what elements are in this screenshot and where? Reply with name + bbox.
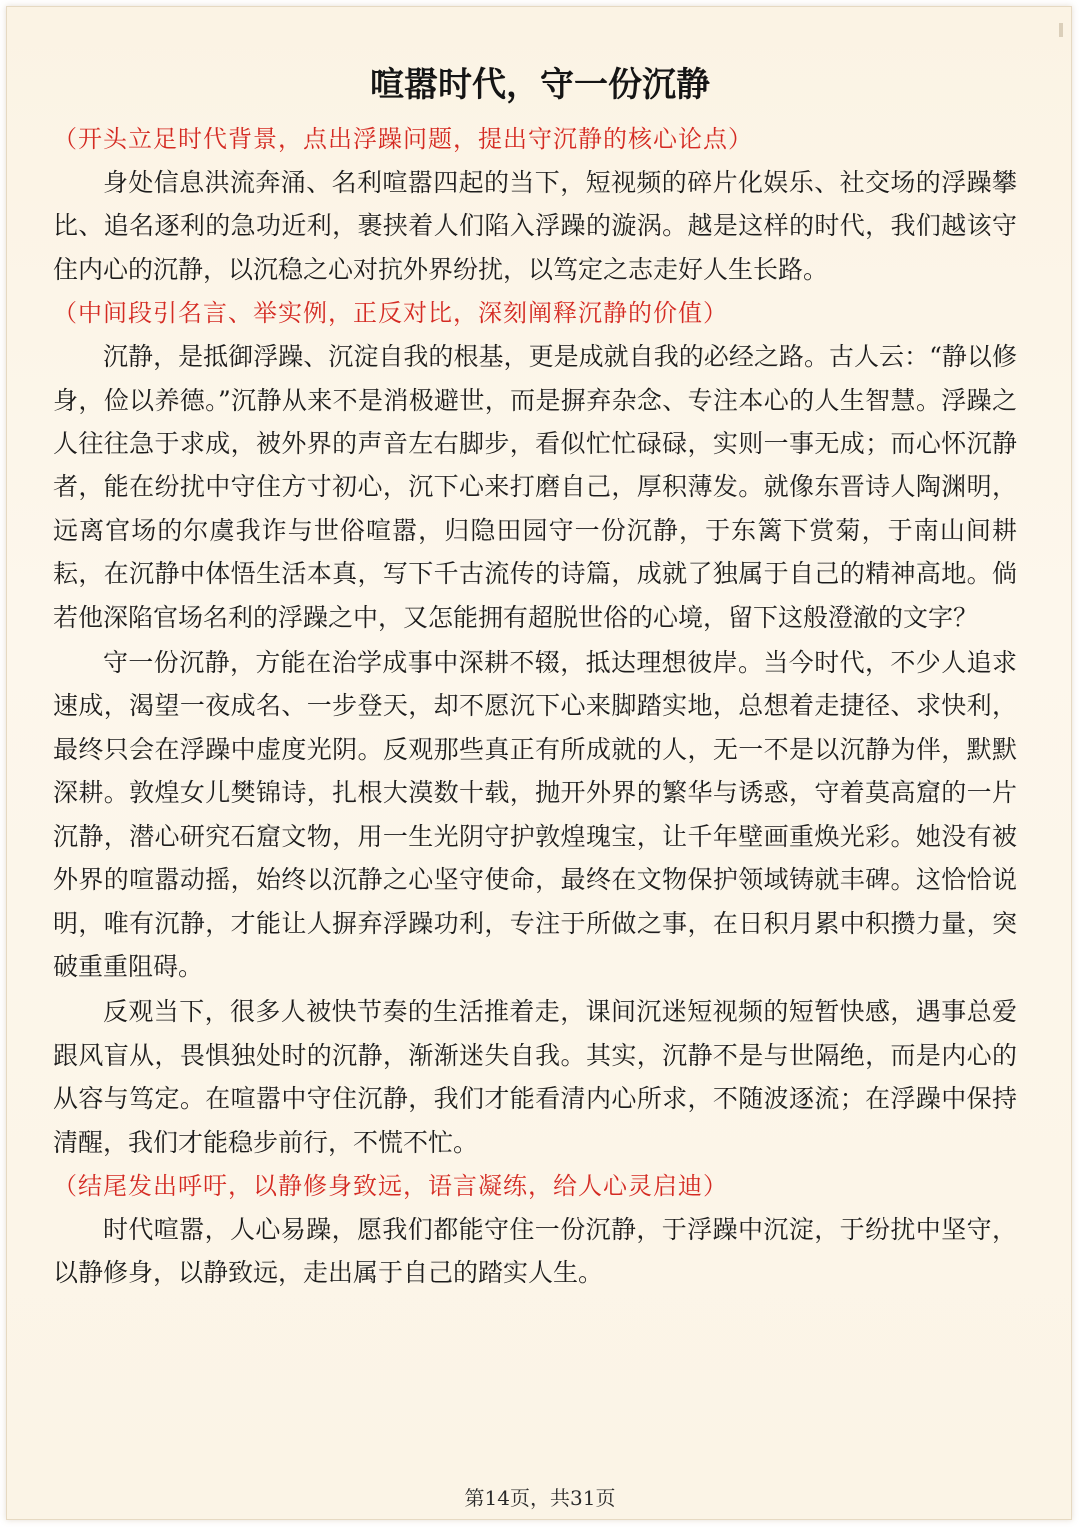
document-page (6, 6, 1072, 1520)
annotation-middle: （中间段引名言、举实例，正反对比，深刻阐释沉静的价值） (53, 299, 728, 328)
essay-body (53, 117, 1017, 1295)
paragraph-2: 沉静，是抵御浮躁、沉淀自我的根基，更是成就自我的必经之路。古人云：“静以修身，俭以养德。”沉静从来不是消极避世，而是摒弃杂念、专注本心的人生智慧。浮躁之人往往急于求成，被外界的声音左右脚步，看似忙忙碌碌，实则一事无成；而心怀沉静者，能在纷扰中守住方寸初心，沉下心来打磨自己，厚积薄发。就像东晋诗人陶渊明，远离官场的尔虞我诈与世俗喧嚣，归隐田园守一份沉静，于东篱下赏菊，于南山间耕耘，在沉静中体悟生活本真，写下千古流传的诗篇，成就了独属于自己的精神高地。倘若他深陷官场名利的浮躁之中，又怎能拥有超脱世俗的心境，留下这般澄澈的文字？ (53, 342, 1017, 632)
page-number: 第14页，共31页 (464, 1486, 616, 1510)
annotation-ending: （结尾发出呼吁，以静修身致远，语言凝练，给人心灵启迪） (53, 1171, 728, 1200)
paragraph-4: 反观当下，很多人被快节奏的生活推着走，课间沉迷短视频的短暂快感，遇事总爱跟风盲从，畏惧独处时的沉静，渐渐迷失自我。其实，沉静不是与世隔绝，而是内心的从容与笃定。在喧嚣中守住沉静，我们才能看清内心所求，不随波逐流；在浮躁中保持清醒，我们才能稳步前行，不慌不忙。 (53, 997, 1017, 1157)
page-edge-mark (1059, 23, 1063, 37)
paragraph-5: 时代喧嚣，人心易躁，愿我们都能守住一份沉静，于浮躁中沉淀，于纷扰中坚守，以静修身，以静致远，走出属于自己的踏实人生。 (53, 1214, 1017, 1288)
essay-title: 喧嚣时代，守一份沉静 (370, 65, 710, 105)
paragraph-1: 身处信息洪流奔涌、名利喧嚣四起的当下，短视频的碎片化娱乐、社交场的浮躁攀比、追名逐利的急功近利，裹挟着人们陷入浮躁的漩涡。越是这样的时代，我们越该守住内心的沉静，以沉稳之心对抗外界纷扰，以笃定之志走好人生长路。 (53, 168, 1017, 284)
paragraph-3: 守一份沉静，方能在治学成事中深耕不辍，抵达理想彼岸。当今时代，不少人追求速成，渴望一夜成名、一步登天，却不愿沉下心来脚踏实地，总想着走捷径、求快利，最终只会在浮躁中虚度光阴。反观那些真正有所成就的人，无一不是以沉静为伴，默默深耕。敦煌女儿樊锦诗，扎根大漠数十载，抛开外界的繁华与诱惑，守着莫高窟的一片沉静，潜心研究石窟文物，用一生光阴守护敦煌瑰宝，让千年壁画重焕光彩。她没有被外界的喧嚣动摇，始终以沉静之心坚守使命，最终在文物保护领域铸就丰碑。这恰恰说明，唯有沉静，才能让人摒弃浮躁功利，专注于所做之事，在日积月累中积攒力量，突破重重阻碍。 (53, 648, 1017, 981)
annotation-intro: （开头立足时代背景，点出浮躁问题，提出守沉静的核心论点） (53, 125, 753, 153)
